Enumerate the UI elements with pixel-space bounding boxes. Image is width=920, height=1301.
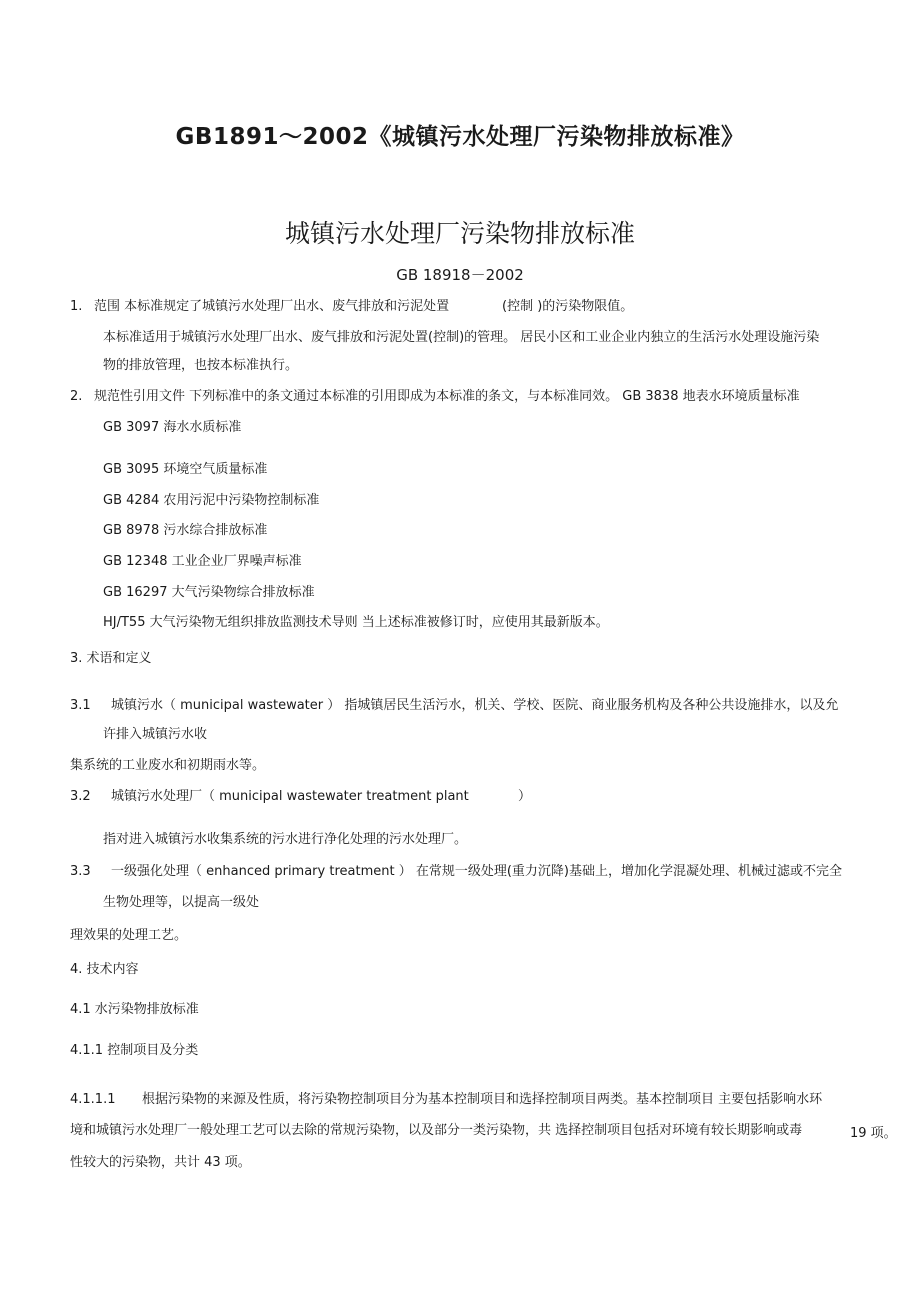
section-1-line1: 范围 本标准规定了城镇污水处理厂出水、废气排放和污泥处置 [94,299,450,314]
section-3-1-line1: 城镇污水（ municipal wastewater ） 指城镇居民生活污水，机关、学校、医院、商业服务机构及各种公共设施排水，以及允 [111,698,839,713]
reference-item: GB 3095 环境空气质量标准 [103,462,268,477]
standard-title: 城镇污水处理厂污染物排放标准 [284,219,635,248]
section-4-1-heading: 4.1 水污染物排放标准 [70,1002,199,1017]
section-3-3-line2: 生物处理等，以提高一级处 [103,895,260,910]
section-1-line2: 本标准适用于城镇污水处理厂出水、废气排放和污泥处置(控制)的管理。 居民小区和工业企业内独立的生活污水处理设施污染 [103,330,820,345]
section-3-heading: 3. 术语和定义 [70,651,152,666]
reference-item: GB 3097 海水水质标准 [103,420,242,435]
section-3-2-line2: 指对进入城镇污水收集系统的污水进行净化处理的污水处理厂。 [103,832,468,847]
section-3-2-line1-tail: ） [518,789,532,804]
reference-item: HJ/T55 大气污染物无组织排放监测技术导则 当上述标准被修订时，应使用其最新版本。 [103,615,609,630]
section-4-1-1-1-line3: 性较大的污染物，共计 43 项。 [70,1155,251,1170]
section-3-3-line3: 理效果的处理工艺。 [70,928,188,943]
reference-item: GB 8978 污水综合排放标准 [103,523,268,538]
section-4-1-1-1-line1: 根据污染物的来源及性质，将污染物控制项目分为基本控制项目和选择控制项目两类。基本控制项目 主要包括影响水环 [142,1092,823,1107]
section-1-line1-tail: (控制 )的污染物限值。 [502,299,634,314]
reference-item: GB 4284 农用污泥中污染物控制标准 [103,493,320,508]
section-2-number: 2. [70,389,83,404]
section-4-1-1-1-count: 19 项。 [850,1126,897,1141]
section-3-1-number: 3.1 [70,698,91,713]
section-4-1-1-1-line2: 境和城镇污水处理厂一般处理工艺可以去除的常规污染物，以及部分一类污染物，共 选择控制项目包括对环境有较长期影响或毒 [70,1123,803,1138]
document-title: GB1891〜2002《城镇污水处理厂污染物排放标准》 [175,124,745,150]
reference-item: GB 12348 工业企业厂界噪声标准 [103,554,302,569]
section-3-2-line1: 城镇污水处理厂（ municipal wastewater treatment plant [111,789,469,804]
reference-item: GB 16297 大气污染物综合排放标准 [103,585,315,600]
section-3-1-line3: 集系统的工业废水和初期雨水等。 [70,758,266,773]
section-1-number: 1. [70,299,83,314]
section-4-1-1-1-number: 4.1.1.1 [70,1092,116,1107]
section-3-3-line1: 一级强化处理（ enhanced primary treatment ） 在常规一级处理(重力沉降)基础上，增加化学混凝处理、机械过滤或不完全 [111,864,842,879]
section-2-line1: 规范性引用文件 下列标准中的条文通过本标准的引用即成为本标准的条文，与本标准同效。 GB 3838 地表水环境质量标准 [94,389,800,404]
section-3-3-number: 3.3 [70,864,91,879]
standard-code: GB 18918－2002 [396,266,524,284]
section-3-2-number: 3.2 [70,789,91,804]
section-3-1-line2: 许排入城镇污水收 [103,727,208,742]
section-4-heading: 4. 技术内容 [70,962,139,977]
section-4-1-1-heading: 4.1.1 控制项目及分类 [70,1043,199,1058]
section-1-line3: 物的排放管理，也按本标准执行。 [103,358,299,373]
